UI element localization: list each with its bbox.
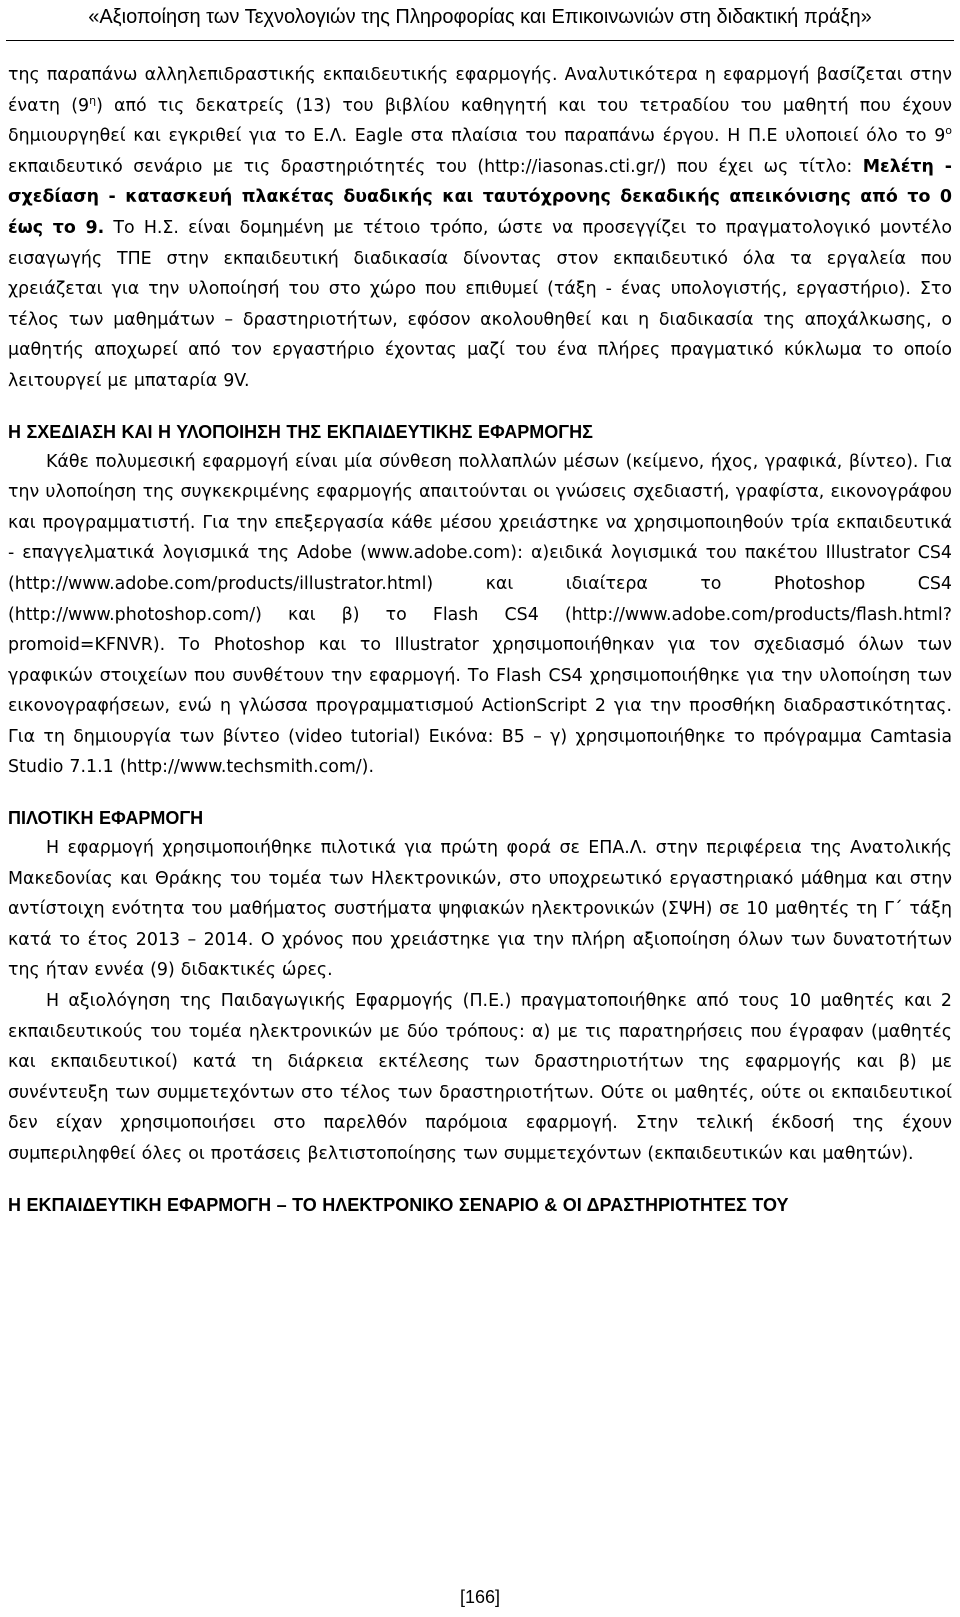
section-heading-scenario: Η ΕΚΠΑΙΔΕΥΤΙΚΗ ΕΦΑΡΜΟΓΗ – ΤΟ ΗΛΕΚΤΡΟΝΙΚΟ ΣΕΝΑΡΙΟ & ΟΙ ΔΡΑΣΤΗΡΙΟΤΗΤΕΣ ΤΟΥ [8,1194,789,1215]
document-body [8,60,952,1220]
intro-text-d: Το Η.Σ. είναι δομημένη με τέτοιο τρόπο, ώστε να προσεγγίζει το πραγματολογικό μοντέλο εισαγωγής ΤΠΕ στην εκπαιδευτική διαδικασία δίνοντας στον εκπαιδευτικό όλα τα εργαλεία που χρειάζεται για την υλοποίησή του στο χώρο που επιθυμεί (τάξη - ένας υπολογιστής, εργαστήριο). Στο τέλος των μαθημάτων – δραστηριοτήτων, εφόσον ακολουθηθεί και η διαδικασία της αποχάλκωσης, ο μαθητής αποχωρεί από τον εργαστήριο έχοντας μαζί του ένα πλήρες πραγματικό κύκλωμα το οποίο λειτουργεί με μπαταρία 9V. [8,217,952,391]
superscript-eta: η [89,93,97,107]
intro-text-b: ) από τις δεκατρείς (13) του βιβλίου καθηγητή και του τετραδίου του μαθητή που έχουν δημιουργηθεί και εγκριθεί για το Ε.Λ. Eagle στα πλαίσια του παραπάνω έργου. Η Π.Ε υλοποιεί όλο το 9 [8,95,952,147]
pilot-paragraph-2: Η αξιολόγηση της Παιδαγωγικής Εφαρμογής (Π.Ε.) πραγματοποιήθηκε από τους 10 μαθητές και 2 εκπαιδευτικούς του τομέα ηλεκτρονικών με δύο τρόπους: α) με τις παρατηρήσεις που έγραφαν (μαθητές και εκπαιδευτικοί) κατά τη διάρκεια εκτέλεσης των δραστηριοτήτων της εφαρμογής και β) με συνέντευξη των συμμετεχόντων στο τέλος των δραστηριοτήτων. Ούτε οι μαθητές, ούτε οι εκπαιδευτικοί δεν είχαν χρησιμοποιήσει στο παρελθόν παρόμοια εφαρμογή. Στην τελική έκδοσή της έχουν συμπεριληφθεί όλες οι προτάσεις βελτιστοποίησης των συμμετεχόντων (εκπαιδευτικών και μαθητών). [8,991,952,1164]
header-divider [6,40,954,41]
intro-text-c: εκπαιδευτικό σενάριο με τις δραστηριότητές του (http://iasonas.cti.gr/) που έχει ως τίτλο: [8,156,863,177]
page-number: [166] [459,1587,501,1607]
pilot-paragraph-1: Η εφαρμογή χρησιμοποιήθηκε πιλοτικά για πρώτη φορά σε ΕΠΑ.Λ. στην περιφέρεια της Ανατολικής Μακεδονίας και Θράκης του τομέα των Ηλεκτρονικών, στο υποχρεωτικό εργαστηριακό μάθημα και στην αντίστοιχη ενότητα του μαθήματος συστήματα ψηφιακών ηλεκτρονικών (ΣΨΗ) σε 10 μαθητές τη Γ΄ τάξη κατά το έτος 2013 – 2014. Ο χρόνος που χρειάστηκε για την πλήρη αξιοποίηση όλων των δυνατοτήτων της ήταν εννέα (9) διδακτικές ώρες. [8,838,952,981]
section-heading-design: Η ΣΧΕΔΙΑΣΗ ΚΑΙ Η ΥΛΟΠΟΙΗΣΗ ΤΗΣ ΕΚΠΑΙΔΕΥΤΙΚΗΣ ΕΦΑΡΜΟΓΗΣ [8,421,593,442]
design-paragraph: Κάθε πολυμεσική εφαρμογή είναι μία σύνθεση πολλαπλών μέσων (κείμενο, ήχος, γραφικά, βίντεο). Για την υλοποίηση της συγκεκριμένης εφαρμογής απαιτούνται οι γνώσεις σχεδιαστή, γραφίστα, εικονογράφου και προγραμματιστή. Για την επεξεργασία κάθε μέσου χρειάστηκε να χρησιμοποιηθούν τρία εκπαιδευτικά - επαγγελματικά λογισμικά της Adobe (www.adobe.com): α)ειδικά λογισμικά του πακέτου Illustrator CS4 (http://www.adobe.com/products/illustrator.html) και ιδιαίτερα το Photoshop CS4 (http://www.photoshop.com/) και β) το Flash CS4 (http://www.adobe.com/products/flash.html? promoid=KFNVR). Το Photoshop και το Illustrator χρησιμοποιήθηκαν για τον σχεδιασμό όλων των γραφικών στοιχείων που συνθέτουν την εφαρμογή. Το Flash CS4 χρησιμοποιήθηκε για την υλοποίηση των εικονογραφήσεων, ενώ η γλώσσα προγραμματισμού ActionScript 2 για την προσθήκη διαδραστικότητας. Για τη δημιουργία των βίντεο (video tutorial) Εικόνα: Β5 – γ) χρησιμοποιήθηκε το πρόγραμμα Camtasia Studio 7.1.1 (http://www.techsmith.com/). [8,451,952,778]
intro-text-a: της παραπάνω αλληλεπιδραστικής εκπαιδευτικής εφαρμογής. Αναλυτικότερα η εφαρμογή βασίζεται στην ένατη (9 [8,65,952,116]
scenario-title: Μελέτη - σχεδίαση - κατασκευή πλακέτας δυαδικής και ταυτόχρονης δεκαδικής απεικόνισης από το 0 έως το 9. [8,156,952,238]
section-heading-pilot: ΠΙΛΟΤΙΚΗ ΕΦΑΡΜΟΓΗ [8,808,204,829]
running-header: «Αξιοποίηση των Τεχνολογιών της Πληροφορίας και Επικοινωνιών στη διδακτική πράξη» [88,6,872,28]
superscript-omicron: ο [945,124,952,138]
intro-paragraph [8,60,952,397]
